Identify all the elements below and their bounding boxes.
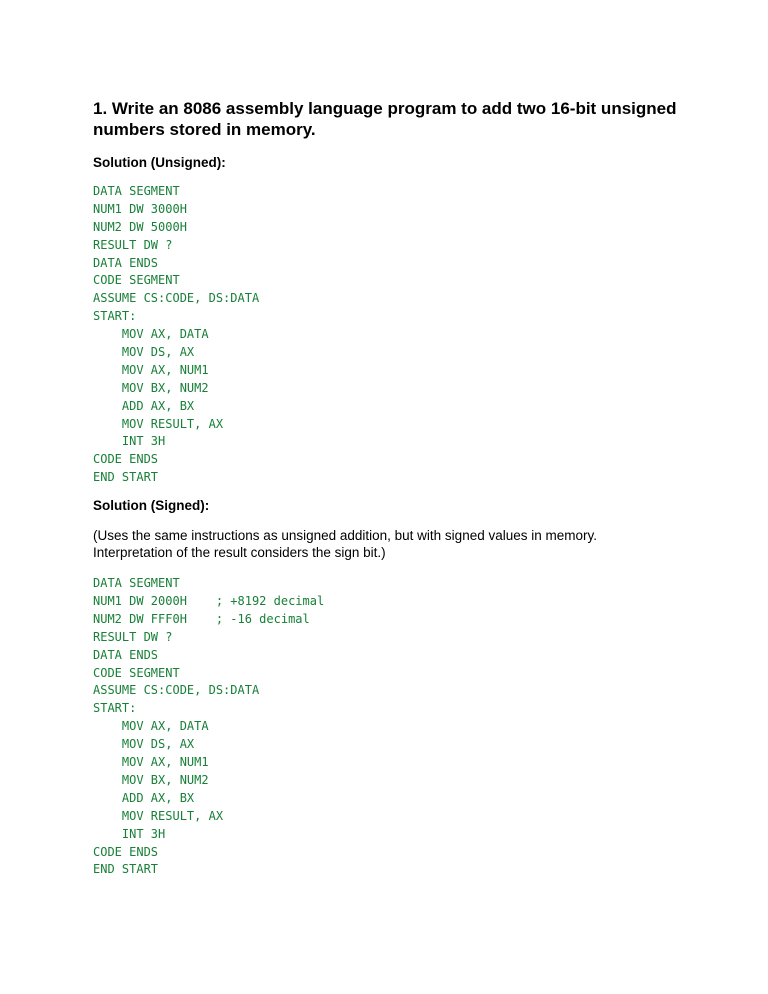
code-line: MOV DS, AX <box>93 737 195 752</box>
code-line: RESULT DW ? <box>93 237 173 252</box>
code-line: ASSUME CS:CODE, DS:DATA <box>93 683 260 698</box>
code-line: START: <box>93 701 137 716</box>
code-line: MOV RESULT, AX <box>93 416 224 431</box>
code-line: END START <box>93 862 159 877</box>
question-heading: 1. Write an 8086 assembly language program to add two 16-bit unsigned numbers stored in memory. <box>93 99 677 139</box>
code-line: NUM2 DW FFF0H ; -16 decimal <box>93 611 310 626</box>
code-line: MOV AX, NUM1 <box>93 755 209 770</box>
code-line: MOV BX, NUM2 <box>93 380 209 395</box>
code-line: MOV AX, DATA <box>93 327 209 342</box>
signed-code-block <box>93 575 693 879</box>
code-line: CODE ENDS <box>93 844 159 859</box>
code-line: DATA SEGMENT <box>93 184 180 198</box>
code-line: MOV DS, AX <box>93 345 195 360</box>
code-line: INT 3H <box>93 434 166 449</box>
code-line: INT 3H <box>93 826 166 841</box>
code-line: MOV AX, DATA <box>93 719 209 734</box>
unsigned-solution-heading: Solution (Unsigned): <box>93 155 226 170</box>
code-line: RESULT DW ? <box>93 629 173 644</box>
code-line: MOV BX, NUM2 <box>93 772 209 787</box>
code-line: NUM1 DW 2000H ; +8192 decimal <box>93 594 325 609</box>
code-line: CODE ENDS <box>93 452 159 467</box>
code-line: END START <box>93 470 159 485</box>
code-line: ASSUME CS:CODE, DS:DATA <box>93 291 260 306</box>
code-line: NUM2 DW 5000H <box>93 219 187 234</box>
code-line: DATA ENDS <box>93 255 159 270</box>
signed-solution-heading: Solution (Signed): <box>93 498 210 514</box>
code-line: ADD AX, BX <box>93 398 195 413</box>
code-line: MOV AX, NUM1 <box>93 362 209 377</box>
code-line: DATA SEGMENT <box>93 576 180 591</box>
unsigned-code-block <box>93 183 693 487</box>
code-line: ADD AX, BX <box>93 790 195 805</box>
code-line: NUM1 DW 3000H <box>93 201 187 216</box>
code-line: DATA ENDS <box>93 647 159 662</box>
code-line: MOV RESULT, AX <box>93 808 224 823</box>
code-line: CODE SEGMENT <box>93 665 180 680</box>
code-line: CODE SEGMENT <box>93 273 180 288</box>
document-page <box>93 98 693 879</box>
signed-note: (Uses the same instructions as unsigned addition, but with signed values in memory. Interpretation of the result considers the sign bit.) <box>93 528 598 561</box>
code-line: START: <box>93 309 137 324</box>
